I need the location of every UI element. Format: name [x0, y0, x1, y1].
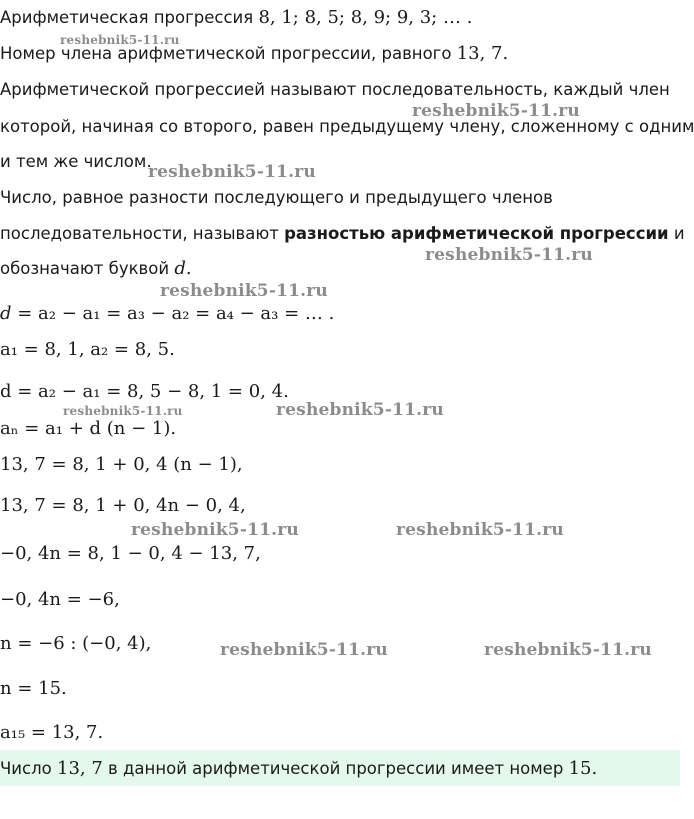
difference-line-2-text: последовательности, называют: [0, 224, 285, 243]
d-value: d = a₂ − a₁ = 8, 5 − 8, 1 = 0, 4.: [0, 381, 289, 402]
definition-line-1: Арифметической прогрессией называют последовательность, каждый член: [0, 80, 670, 99]
answer-number: 15.: [568, 758, 598, 779]
difference-line-2: [0, 222, 685, 246]
watermark: reshebnik5-11.ru: [484, 640, 652, 660]
definition-line-2: которой, начиная со второго, равен предыдущему члену, сложенному с одним: [0, 117, 694, 136]
watermark: reshebnik5-11.ru: [220, 640, 388, 660]
difference-line-3: [0, 257, 192, 281]
step-2: 13, 7 = 8, 1 + 0, 4n − 0, 4,: [0, 495, 246, 516]
answer-text-before: Число: [0, 759, 57, 778]
watermark: reshebnik5-11.ru: [425, 245, 593, 265]
step-5: n = −6 : (−0, 4),: [0, 633, 152, 654]
task-title-text: Арифметическая прогрессия: [0, 8, 259, 27]
step-6: n = 15.: [0, 678, 67, 699]
general-formula: aₙ = a₁ + d (n − 1).: [0, 418, 177, 439]
sequence-math: 8, 1; 8, 5; 8, 9; 9, 3; … .: [258, 7, 473, 28]
difference-var: d.: [174, 258, 192, 279]
d-symbol: d: [0, 303, 18, 324]
step-3: −0, 4n = 8, 1 − 0, 4 − 13, 7,: [0, 543, 261, 564]
difference-line-3-text: обозначают буквой: [0, 259, 175, 278]
answer-box: [0, 750, 680, 786]
answer-text-middle: в данной арифметической прогрессии имеет номер: [102, 759, 569, 778]
difference-line-2-end: и: [668, 224, 685, 243]
definition-line-3: и тем же числом.: [0, 152, 152, 171]
answer-value: 13, 7: [57, 758, 103, 779]
question-value: 13, 7.: [456, 43, 509, 64]
step-1: 13, 7 = 8, 1 + 0, 4 (n − 1),: [0, 454, 243, 475]
watermark: reshebnik5-11.ru: [60, 33, 180, 47]
answer-text: [0, 757, 597, 781]
d-definition-expr: = a₂ − a₁ = a₃ − a₂ = a₄ − a₃ = … .: [17, 303, 335, 324]
question-text: Номер члена арифметической прогрессии, равного: [0, 44, 457, 63]
given-terms: a₁ = 8, 1, a₂ = 8, 5.: [0, 339, 175, 360]
difference-line-1: Число, равное разности последующего и предыдущего членов: [0, 188, 553, 207]
d-definition: [0, 302, 334, 326]
watermark: reshebnik5-11.ru: [160, 281, 328, 301]
watermark: reshebnik5-11.ru: [412, 101, 580, 121]
difference-term: разностью арифметической прогрессии: [284, 224, 669, 243]
watermark: reshebnik5-11.ru: [276, 400, 444, 420]
step-4: −0, 4n = −6,: [0, 589, 120, 610]
watermark: reshebnik5-11.ru: [396, 520, 564, 540]
watermark: reshebnik5-11.ru: [148, 162, 316, 182]
watermark: reshebnik5-11.ru: [63, 404, 183, 418]
step-7: a₁₅ = 13, 7.: [0, 722, 104, 743]
task-title: [0, 6, 472, 30]
watermark: reshebnik5-11.ru: [131, 520, 299, 540]
